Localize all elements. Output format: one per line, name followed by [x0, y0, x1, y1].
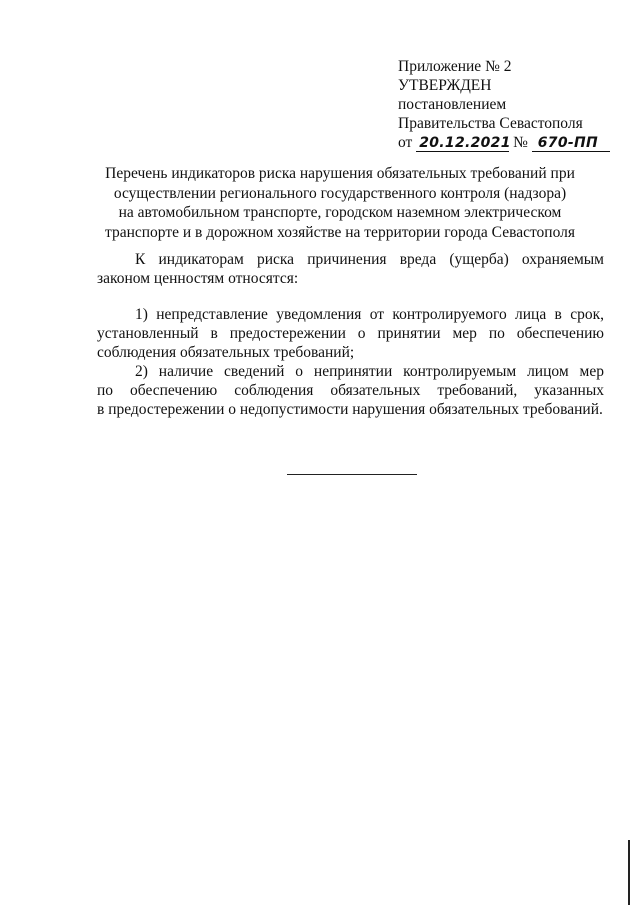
number-prefix: №: [513, 134, 528, 151]
list-item-1: 1) непредставление уведомления от контролируемого лица в срок, установленный в предостережении о принятии мер по обеспечению соблюдения обязательных требований;: [97, 306, 604, 361]
appendix-label: Приложение № 2: [398, 58, 512, 75]
title-line: Перечень индикаторов риска нарушения обязательных требований при: [105, 165, 575, 182]
title-line: на автомобильном транспорте, городском наземном электрическом: [118, 204, 562, 221]
decree-date: 20.12.2021: [416, 135, 509, 152]
document-body: [97, 250, 604, 419]
list-item-2-line: в предостережении о недопустимости нарушения обязательных требований.: [97, 401, 603, 418]
approval-block: [398, 57, 618, 152]
end-divider: [287, 474, 417, 475]
list-item-2-line: по обеспечению соблюдения обязательных требований, указанных: [97, 382, 604, 399]
title-line: осуществлении регионального государственного контроля (надзора): [113, 184, 567, 202]
list-item-2-line: 2) наличие сведений о непринятии контролируемым лицом мер: [135, 363, 604, 380]
scan-edge-mark: [628, 840, 630, 905]
intro-paragraph: К индикаторам риска причинения вреда (ущерба) охраняемым законом ценностям относятся:: [97, 251, 604, 287]
approved-label: УТВЕРЖДЕН: [398, 77, 492, 94]
approved-by-label: постановлением: [398, 96, 507, 113]
document-title: [90, 164, 590, 242]
title-line: транспорте и в дорожном хозяйстве на территории города Севастополя: [105, 223, 575, 241]
decree-number: 670-ПП: [532, 135, 610, 152]
list-item-2: [97, 362, 604, 419]
from-prefix: от: [398, 134, 413, 151]
decree-reference: [398, 133, 618, 152]
government-label: Правительства Севастополя: [398, 115, 583, 132]
